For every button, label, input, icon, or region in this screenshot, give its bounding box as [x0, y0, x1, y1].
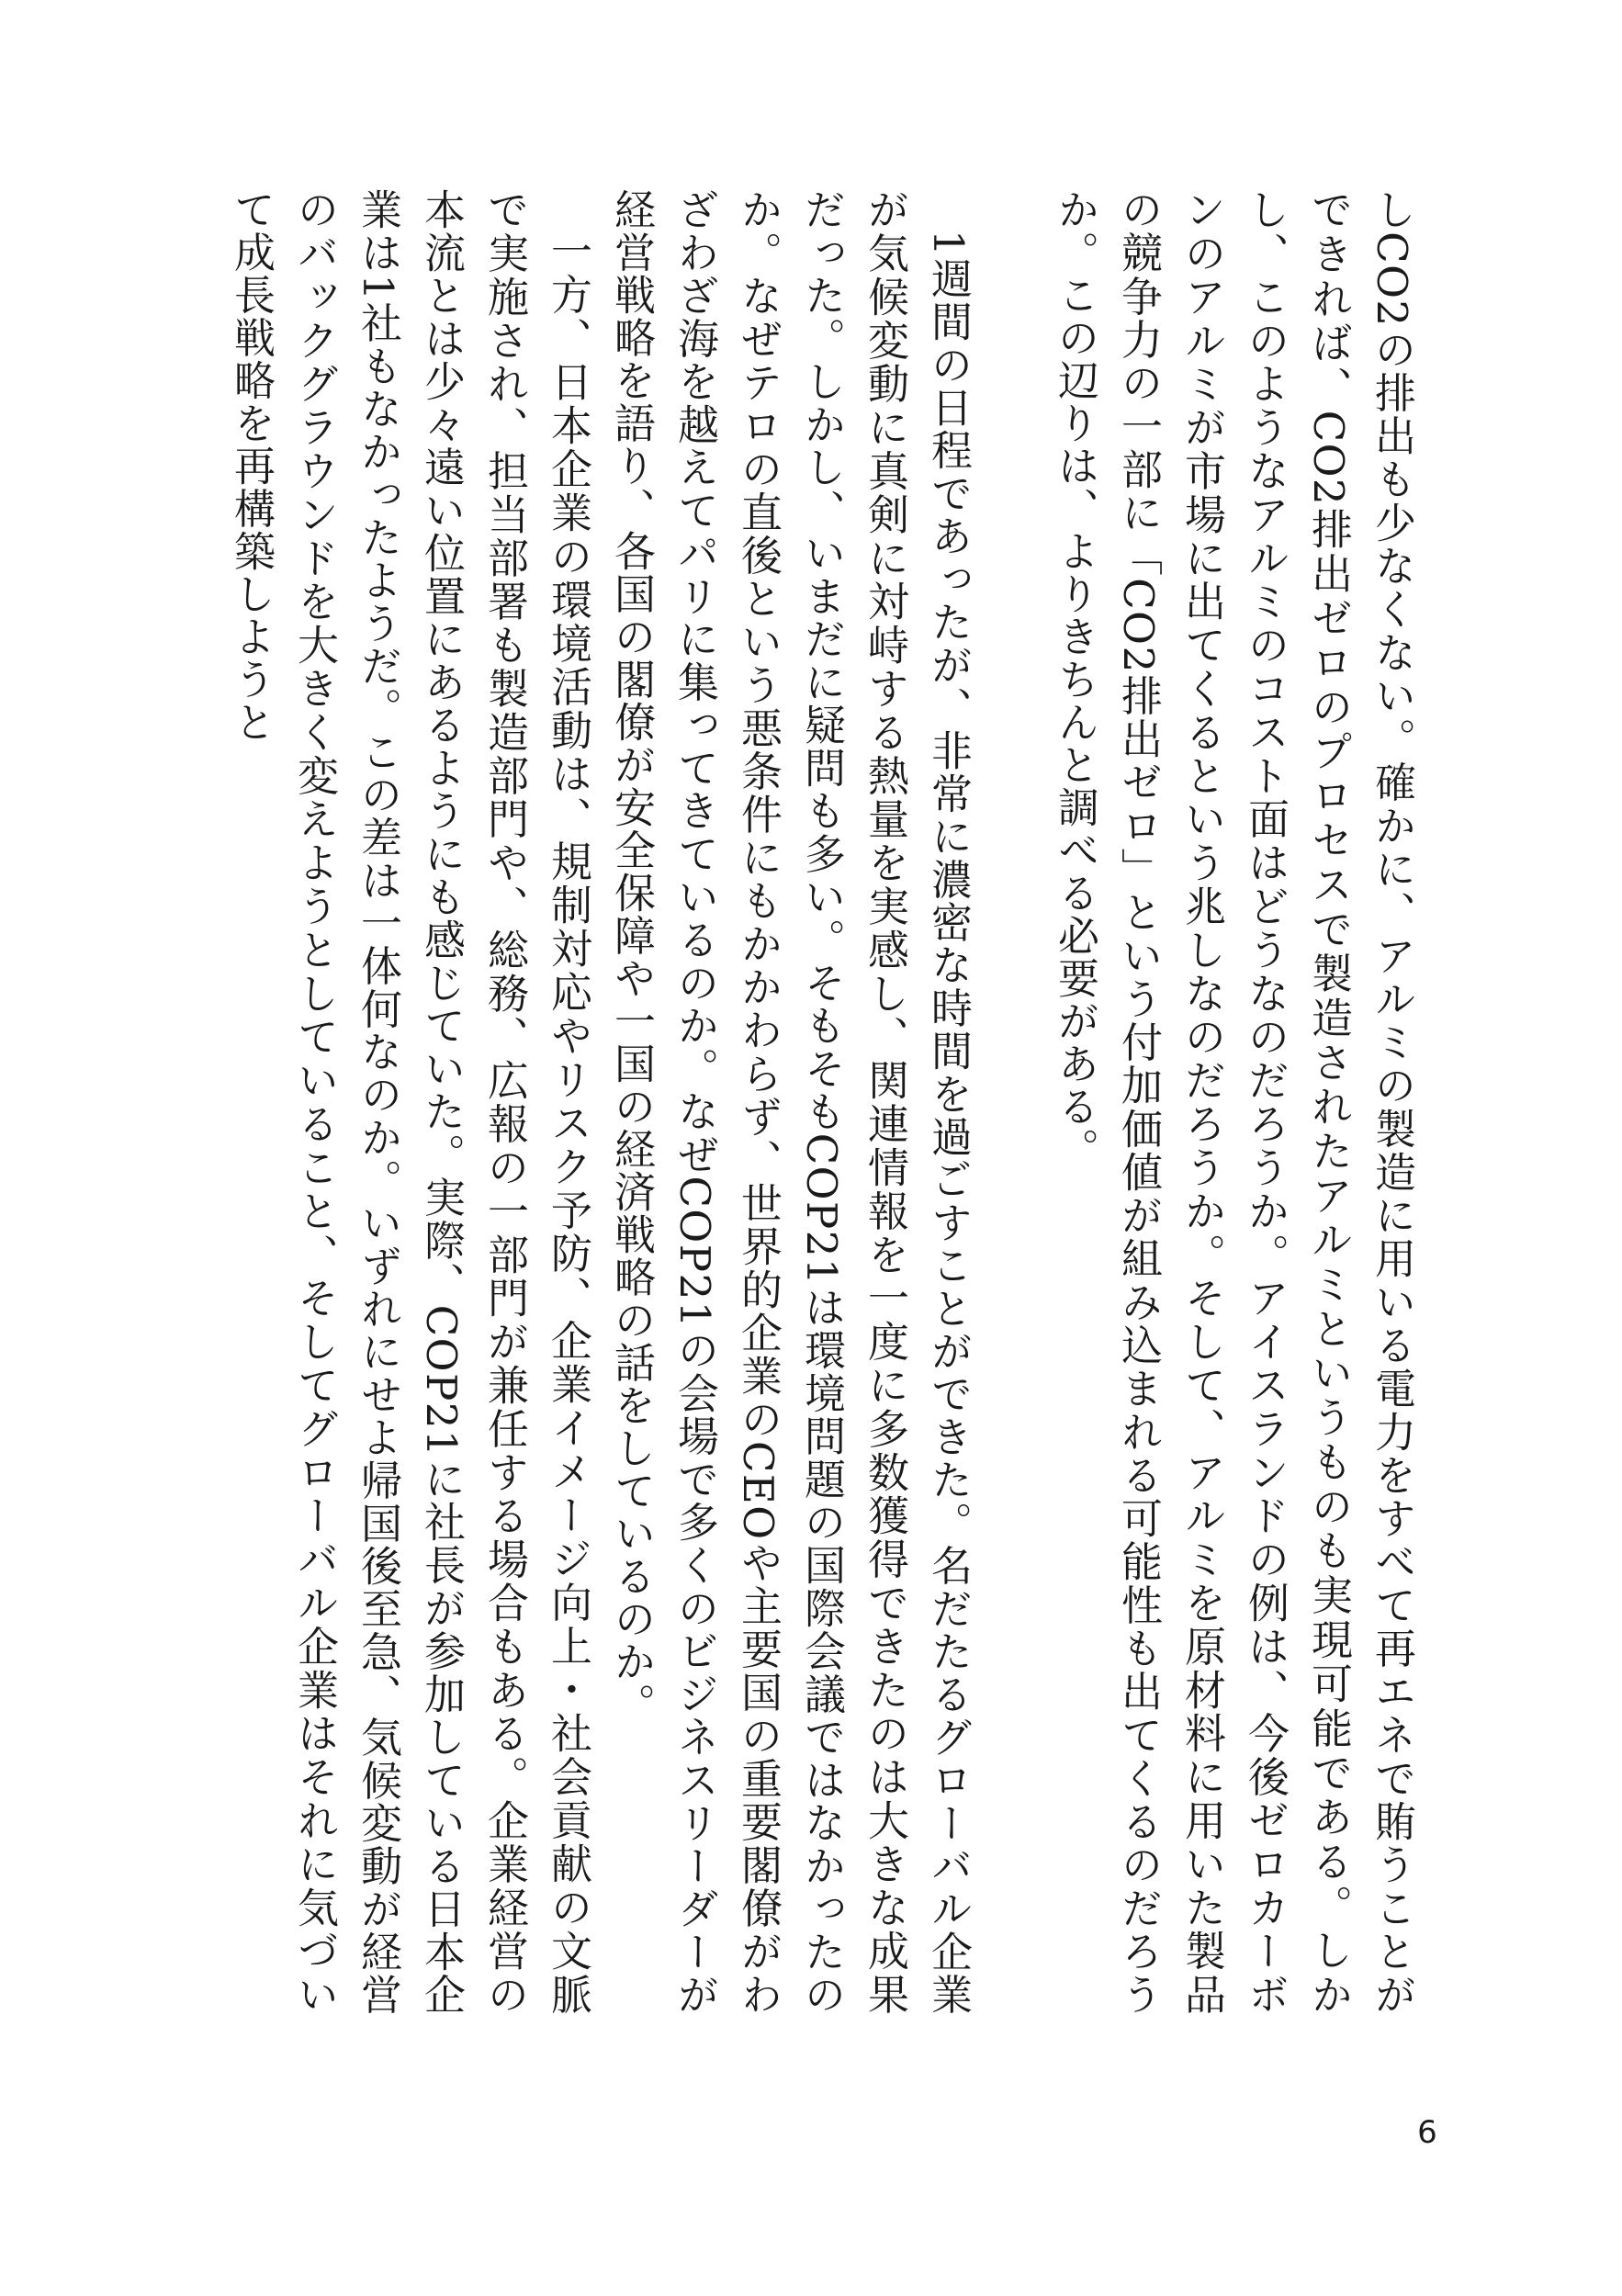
- paragraph-cop21-impressions: 1週間の日程であったが、非常に濃密な時間を過ごすことができた。名だたるグローバル企業が気候変動に真剣に対峙する熱量を実感し、関連情報を一度に多数獲得できたのは大きな成果だった。しかし、いまだに疑問も多い。そもそもCOP21は環境問題の国際会議ではなかったのか。なぜテロの直後という悪条件にもかかわらず、世界的企業のCEOや主要国の重要閣僚がわざわざ海を越えてパリに集ってきているのか。なぜCOP21の会場で多くのビジネスリーダーが経営戦略を語り、各国の閣僚が安全保障や一国の経済戦略の話をしているのか。: [607, 188, 973, 2016]
- paragraph-continuation: しCO2の排出も少なくない。確かに、アルミの製造に用いる電力をすべて再エネで賄うことができれば、CO2排出ゼロのプロセスで製造されたアルミというものも実現可能である。しかし、このようなアルミのコスト面はどうなのだろうか。アイスランドの例は、今後ゼロカーボンのアルミが市場に出てくるという兆しなのだろうか。そして、アルミを原材料に用いた製品の競争力の一部に「CO2排出ゼロ」という付加価値が組み込まれる可能性も出てくるのだろうか。この辺りは、よりきちんと調べる必要がある。: [1051, 188, 1416, 2016]
- paragraph-japanese-companies: 一方、日本企業の環境活動は、規制対応やリスク予防、企業イメージ向上・社会貢献の文脈で実施され、担当部署も製造部門や、総務、広報の一部門が兼任する場合もある。企業経営の本流とは少々遠い位置にあるようにも感じていた。実際、COP21に社長が参加している日本企業は1社もなかったようだ。この差は一体何なのか。いずれにせよ帰国後至急、気候変動が経営のバックグラウンドを大きく変えようとしていること、そしてグローバル企業はそれに気づいて成長戦略を再構築しようと: [227, 188, 592, 2017]
- body-text: [227, 188, 1424, 2017]
- page-number: 6: [1417, 2114, 1437, 2151]
- paragraph-spacer: [980, 188, 1043, 2016]
